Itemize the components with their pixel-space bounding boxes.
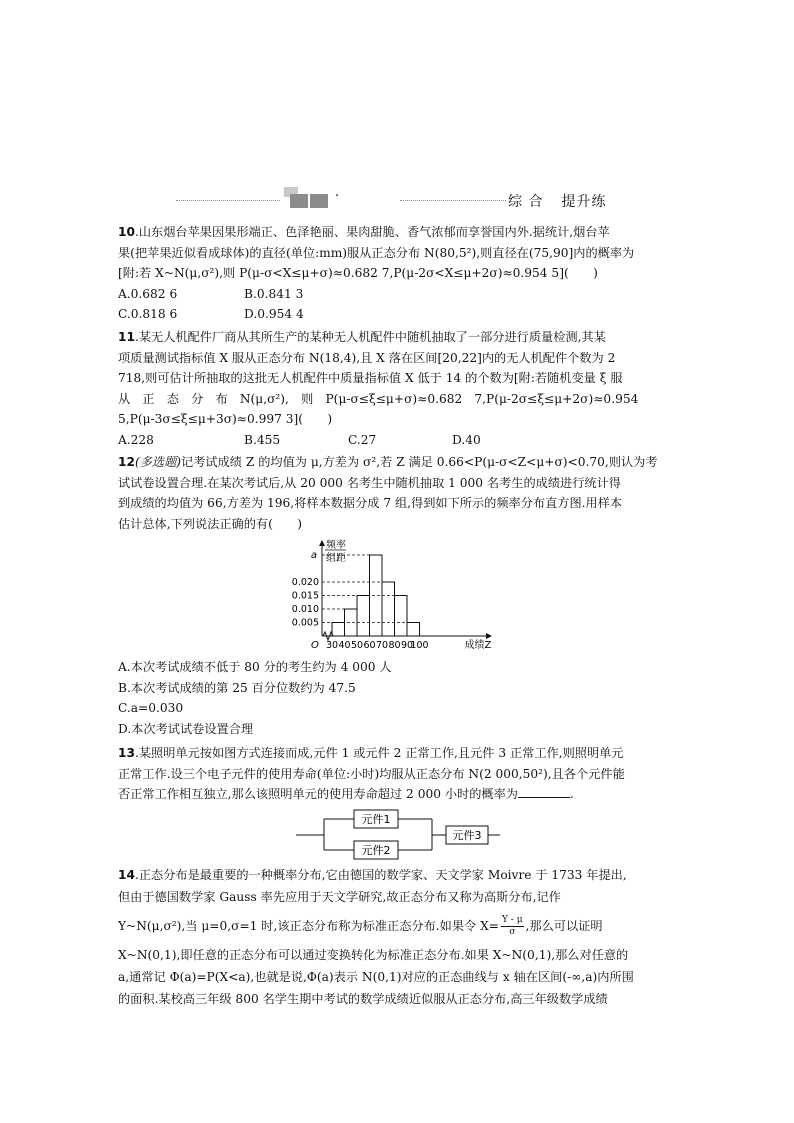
question-text-line: 5,P(μ-3σ≤ξ≤μ+3σ)≈0.997 3]( ) xyxy=(118,412,333,426)
option-a: A.本次考试成绩不低于 80 分的考生约为 4 000 人 xyxy=(118,660,392,674)
histogram-bar xyxy=(382,582,395,636)
histogram-bar xyxy=(357,596,370,637)
element-3-label: 元件3 xyxy=(452,829,482,842)
x-tick-label: 50 xyxy=(350,640,364,651)
question-10 xyxy=(118,222,684,325)
option-b: B.本次考试成绩的第 25 百分位数约为 47.5 xyxy=(118,680,356,695)
question-text-line: 果(把苹果近似看成球体)的直径(单位:mm)服从正态分布 N(80,5²),则直径在(75,90]内的概率为 xyxy=(118,245,635,260)
question-end: . xyxy=(569,787,574,801)
option-d: D.0.954 4 xyxy=(244,307,304,321)
question-text-line: ,那么可以证明 xyxy=(525,919,603,933)
question-text-line: a,通常记 Φ(a)=P(X<a),也就是说,Φ(a)表示 N(0,1)对应的正态曲线与 x 轴在区间(-∞,a)内所围 xyxy=(118,970,634,984)
x-tick-label: 70 xyxy=(375,640,389,651)
question-text-line: [附:若 X~N(μ,σ²),则 P(μ-σ<X≤μ+σ)≈0.682 7,P(μ-2σ<X≤μ+2σ)≈0.954 5]( ) xyxy=(118,266,598,280)
title-part-b: 提升练 xyxy=(561,194,607,210)
question-text-line: 估计总体,下列说法正确的有( ) xyxy=(118,516,303,531)
y-axis-arrow xyxy=(319,540,325,546)
histogram-bar xyxy=(332,623,345,637)
question-number: 13 xyxy=(118,746,135,760)
option-a: A.0.682 6 xyxy=(118,286,178,301)
x-axis-arrow xyxy=(486,633,492,639)
element-1-label: 元件1 xyxy=(361,813,391,826)
a-label: a xyxy=(310,550,317,561)
question-11 xyxy=(118,327,684,450)
fraction-numerator: Y - μ xyxy=(501,915,523,925)
question-13 xyxy=(118,743,684,805)
question-text-line: 记考试成绩 Z 的均值为 μ,方差为 σ²,若 Z 满足 0.66<P(μ-σ<Z<μ+σ)<0.70,则认为考 xyxy=(181,455,658,469)
question-text-line: .山东烟台苹果因果形端正、色泽艳丽、果肉甜脆、香气浓郁而享誉国内外.据统计,烟台苹 xyxy=(134,225,610,239)
fraction-denominator: σ xyxy=(509,927,516,937)
question-text-line: 正常工作.设三个电子元件的使用寿命(单位:小时)均服从正态分布 N(2 000,50²),且各个元件能 xyxy=(118,766,625,781)
question-text-line: 到成绩的均值为 66,方差为 196,将样本数据分成 7 组,得到如下所示的频率分布直方图.用样本 xyxy=(118,496,623,510)
y-axis-label-bottom: 组距 xyxy=(326,553,346,564)
y-tick-label: 0.010 xyxy=(291,604,319,615)
origin-label: O xyxy=(311,640,319,651)
option-b: B.0.841 3 xyxy=(244,286,304,301)
x-tick-label: 30 xyxy=(325,640,339,651)
y-axis-label-top: 频率 xyxy=(326,540,346,551)
question-text-line: .某无人机配件厂商从其所生产的某种无人机配件中随机抽取了一部分进行质量检测,其某 xyxy=(134,330,606,344)
x-tick-label: 90 xyxy=(400,640,414,651)
option-a: A.228 xyxy=(118,432,154,447)
question-number: 10 xyxy=(118,225,135,239)
dotted-rule-left xyxy=(176,200,280,201)
header-block-2 xyxy=(310,194,328,208)
section-header xyxy=(176,186,646,216)
y-tick-label: 0.005 xyxy=(291,617,319,629)
option-c: C.a=0.030 xyxy=(118,701,184,715)
question-text-line: 项质量测试指标值 X 服从正态分布 N(18,4),且 X 落在区间[20,22]内的无人机配件个数为 2 xyxy=(118,350,616,365)
option-c: C.27 xyxy=(348,432,377,447)
question-text-line: .某照明单元按如图方式连接而成,元件 1 或元件 2 正常工作,且元件 3 正常工作,则照明单元 xyxy=(134,746,624,760)
x-tick-label: 40 xyxy=(338,640,351,651)
header-block-1 xyxy=(290,194,308,208)
x-tick-label: 80 xyxy=(388,640,401,651)
circuit-diagram xyxy=(290,805,505,863)
question-text-line: 但由于德国数学家 Gauss 率先应用于天文学研究,故正态分布又称为高斯分布,记作 xyxy=(118,890,561,904)
x-tick-label: 60 xyxy=(363,640,376,651)
question-text-line: .正态分布是最重要的一种概率分布,它由德国的数学家、天文学家 Moivre 于 1733 年提出, xyxy=(134,868,627,882)
question-tag: (多选题) xyxy=(134,455,182,469)
question-text-line: 从 正 态 分 布 N(μ,σ²), 则 P(μ-σ≤ξ≤μ+σ)≈0.682 7,P(μ-2σ≤ξ≤μ+2σ)≈0.954 xyxy=(118,391,639,406)
question-text-line: X~N(0,1),即任意的正态分布可以通过变换转化为标准正态分布.如果 X~N(0,1),那么对任意的 xyxy=(118,948,629,962)
question-text-line: 否正常工作相互独立,那么该照明单元的使用寿命超过 2 000 小时的概率为 xyxy=(118,787,518,801)
histogram-bar xyxy=(407,623,420,637)
x-tick-label: 100 xyxy=(410,640,429,651)
section-title xyxy=(508,191,606,211)
question-text-line: 718,则可估计所抽取的这批无人机配件中质量指标值 X 低于 14 的个数为[附:若随机变量 ξ 服 xyxy=(118,371,623,385)
question-12-options xyxy=(118,657,684,739)
question-text-line: 的面积.某校高三年级 800 名学生期中考试的数学成绩近似服从正态分布,高三年级数学成绩 xyxy=(118,992,608,1006)
title-part-a: 综 合 xyxy=(508,194,544,210)
y-tick-label: 0.020 xyxy=(291,577,319,588)
option-b: B.455 xyxy=(244,432,281,447)
element-2-label: 元件2 xyxy=(361,844,391,857)
question-14 xyxy=(118,864,684,1010)
y-tick-label: 0.015 xyxy=(291,590,319,602)
question-text-line: Y~N(μ,σ²),当 μ=0,σ=1 时,该正态分布称为标准正态分布.如果令 X= xyxy=(118,919,499,933)
answer-blank[interactable] xyxy=(518,784,570,798)
option-d: D.本次考试试卷设置合理 xyxy=(118,721,254,736)
option-c: C.0.818 6 xyxy=(118,307,178,321)
histogram-bar xyxy=(395,596,408,637)
question-number: 14 xyxy=(118,868,135,882)
frequency-histogram xyxy=(280,538,510,658)
fraction xyxy=(501,915,524,938)
x-axis-label: 成绩Z xyxy=(464,640,492,651)
question-number: 12 xyxy=(118,455,135,469)
question-12 xyxy=(118,452,684,534)
question-text-line: 试试卷设置合理.在某次考试后,从 20 000 名考生中随机抽取 1 000 名考生的成绩进行统计得 xyxy=(118,475,621,490)
dotted-rule-right xyxy=(400,200,506,201)
histogram-bar xyxy=(370,555,383,636)
option-d: D.40 xyxy=(452,432,481,447)
header-dot: · xyxy=(335,189,340,204)
histogram-bar xyxy=(345,609,358,636)
question-number: 11 xyxy=(118,330,135,344)
